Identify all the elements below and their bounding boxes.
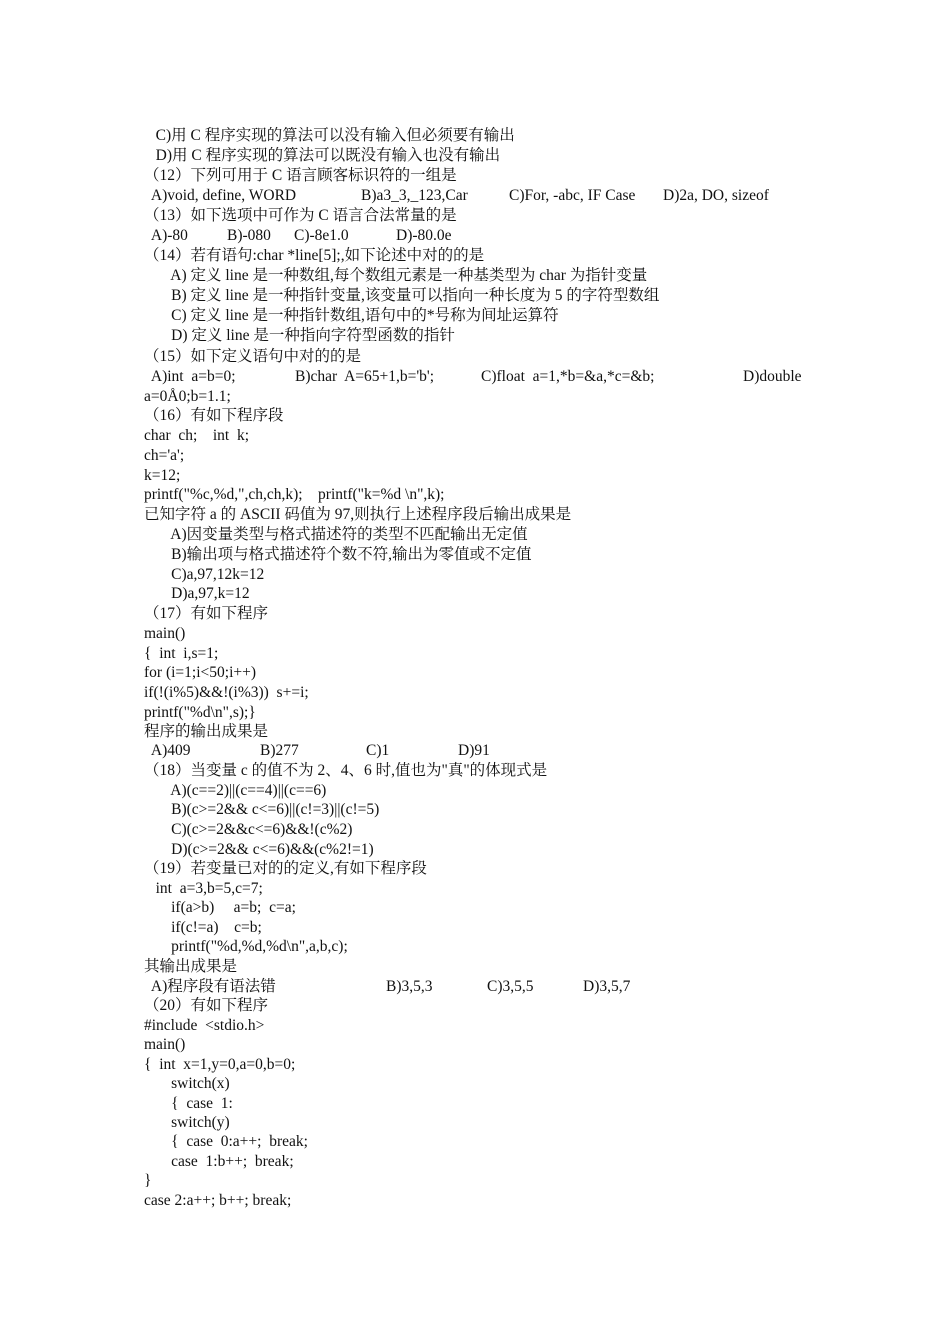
code-line: case 1:b++; break; xyxy=(144,1153,294,1170)
code-line: printf("%c,%d,",ch,ch,k); printf("k=%d \n",k); xyxy=(144,486,445,503)
option-d: D)91 xyxy=(458,742,490,759)
code-line: case 2:a++; b++; break; xyxy=(144,1192,292,1209)
question-16-stem: （16）有如下程序段 xyxy=(144,407,284,424)
question-14-stem: （14）若有语句:char *line[5];,如下论述中对的的是 xyxy=(144,247,485,264)
text-line: D)(c>=2&& c<=6)&&(c%2!=1) xyxy=(144,841,374,858)
code-line: { int x=1,y=0,a=0,b=0; xyxy=(144,1056,296,1073)
code-line: main() xyxy=(144,625,186,642)
code-line: switch(y) xyxy=(144,1114,230,1131)
code-line: char ch; int k; xyxy=(144,427,250,444)
text-line: A) 定义 line 是一种数组,每个数组元素是一种基类型为 char 为指针变量 xyxy=(144,267,648,284)
option-a: A)409 xyxy=(144,742,191,759)
option-c: C)float a=1,*b=&a,*c=&b; xyxy=(481,368,655,385)
option-d: D)double xyxy=(743,368,802,385)
text-line: a=0Å0;b=1.1; xyxy=(144,388,231,405)
code-line: { int i,s=1; xyxy=(144,645,219,662)
code-line: k=12; xyxy=(144,467,181,484)
question-15-stem: （15）如下定义语句中对的的是 xyxy=(144,348,362,365)
option-b: B)3,5,3 xyxy=(386,978,433,995)
text-line: C)a,97,12k=12 xyxy=(144,566,265,583)
code-line: main() xyxy=(144,1036,186,1053)
option-c: C)For, -abc, IF Case xyxy=(509,187,636,204)
question-18-stem: （18）当变量 c 的值不为 2、4、6 时,值也为"真"的体现式是 xyxy=(144,762,548,779)
options-row xyxy=(144,741,490,761)
option-d: D)2a, DO, sizeof xyxy=(663,187,769,204)
code-line: printf("%d\n",s);} xyxy=(144,704,256,721)
code-line: #include <stdio.h> xyxy=(144,1017,265,1034)
options-row xyxy=(144,186,769,206)
option-c: C)-8e1.0 xyxy=(294,227,349,244)
text-line: D)用 C 程序实现的算法可以既没有输入也没有输出 xyxy=(144,147,501,164)
code-line: { case 0:a++; break; xyxy=(144,1133,308,1150)
text-line: B)(c>=2&& c<=6)||(c!=3)||(c!=5) xyxy=(144,801,380,818)
code-line: { case 1: xyxy=(144,1095,233,1112)
option-c: C)1 xyxy=(366,742,390,759)
question-13-stem: （13）如下选项中可作为 C 语言合法常量的是 xyxy=(144,207,457,224)
code-line: switch(x) xyxy=(144,1075,230,1092)
code-line: if(a>b) a=b; c=a; xyxy=(144,899,296,916)
text-line: C) 定义 line 是一种指针数组,语句中的*号称为间址运算符 xyxy=(144,307,559,324)
text-line: 程序的输出成果是 xyxy=(144,723,269,740)
code-line: int a=3,b=5,c=7; xyxy=(144,880,263,897)
code-line: if(c!=a) c=b; xyxy=(144,919,262,936)
option-b: B)277 xyxy=(260,742,299,759)
option-a: A)-80 xyxy=(144,227,188,244)
code-line: for (i=1;i<50;i++) xyxy=(144,664,257,681)
option-b: B)a3_3,_123,Car xyxy=(361,187,468,204)
options-row xyxy=(144,977,631,997)
question-20-stem: （20）有如下程序 xyxy=(144,997,269,1014)
text-line: B)输出项与格式描述符个数不符,输出为零值或不定值 xyxy=(144,546,532,563)
code-line: } xyxy=(144,1172,152,1189)
option-a: A)程序段有语法错 xyxy=(144,978,276,995)
options-row xyxy=(144,367,802,387)
code-line: if(!(i%5)&&!(i%3)) s+=i; xyxy=(144,684,309,701)
option-a: A)int a=b=0; xyxy=(144,368,236,385)
code-line: printf("%d,%d,%d\n",a,b,c); xyxy=(144,938,348,955)
text-line: 其输出成果是 xyxy=(144,958,238,975)
text-line: B) 定义 line 是一种指针变量,该变量可以指向一种长度为 5 的字符型数组 xyxy=(144,287,660,304)
option-b: B)-080 xyxy=(227,227,271,244)
option-a: A)void, define, WORD xyxy=(144,187,297,204)
option-b: B)char A=65+1,b='b'; xyxy=(295,368,435,385)
question-12-stem: （12）下列可用于 C 语言顾客标识符的一组是 xyxy=(144,167,457,184)
option-d: D)-80.0e xyxy=(396,227,452,244)
option-c: C)3,5,5 xyxy=(487,978,534,995)
code-line: ch='a'; xyxy=(144,447,185,464)
question-19-stem: （19）若变量已对的的定义,有如下程序段 xyxy=(144,860,427,877)
text-line: C)用 C 程序实现的算法可以没有输入但必须要有输出 xyxy=(144,127,515,144)
text-line: 已知字符 a 的 ASCII 码值为 97,则执行上述程序段后输出成果是 xyxy=(144,506,572,523)
question-17-stem: （17）有如下程序 xyxy=(144,605,269,622)
text-line: D) 定义 line 是一种指向字符型函数的指针 xyxy=(144,327,455,344)
text-line: C)(c>=2&&c<=6)&&!(c%2) xyxy=(144,821,353,838)
text-line: D)a,97,k=12 xyxy=(144,585,250,602)
text-line: A)(c==2)||(c==4)||(c==6) xyxy=(144,782,327,799)
option-d: D)3,5,7 xyxy=(583,978,631,995)
options-row xyxy=(144,226,452,246)
text-line: A)因变量类型与格式描述符的类型不匹配输出无定值 xyxy=(144,526,528,543)
